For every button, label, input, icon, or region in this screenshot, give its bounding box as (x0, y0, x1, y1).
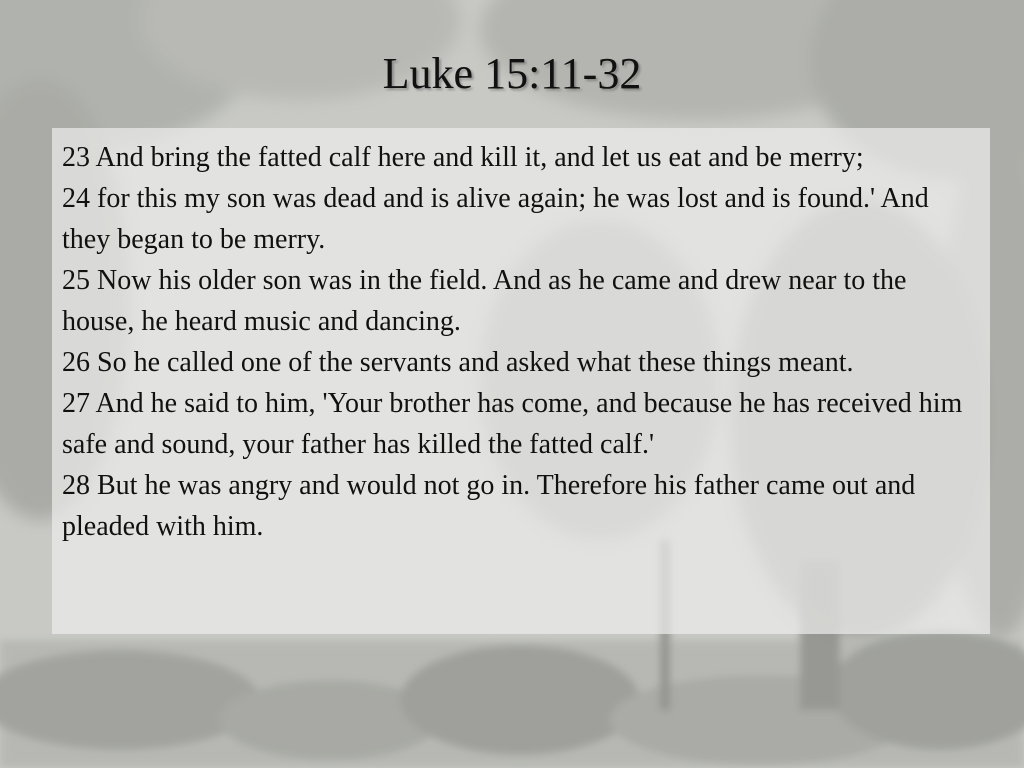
verse-27: 27 And he said to him, 'Your brother has come, and because he has received him safe and sound, your father has killed the fatted calf.' (62, 388, 963, 460)
verse-24: 24 for this my son was dead and is alive again; he was lost and is found.' And they began to be merry. (62, 183, 929, 255)
verse-23: 23 And bring the fatted calf here and kill it, and let us eat and be merry; (62, 142, 864, 173)
slide-title: Luke 15:11-32 (382, 49, 642, 98)
verse-26: 26 So he called one of the servants and asked what these things meant. (62, 347, 854, 378)
verse-28: 28 But he was angry and would not go in. Therefore his father came out and pleaded with him. (62, 470, 916, 542)
verse-list (62, 137, 982, 547)
verse-25: 25 Now his older son was in the field. And as he came and drew near to the house, he heard music and dancing. (62, 265, 907, 337)
